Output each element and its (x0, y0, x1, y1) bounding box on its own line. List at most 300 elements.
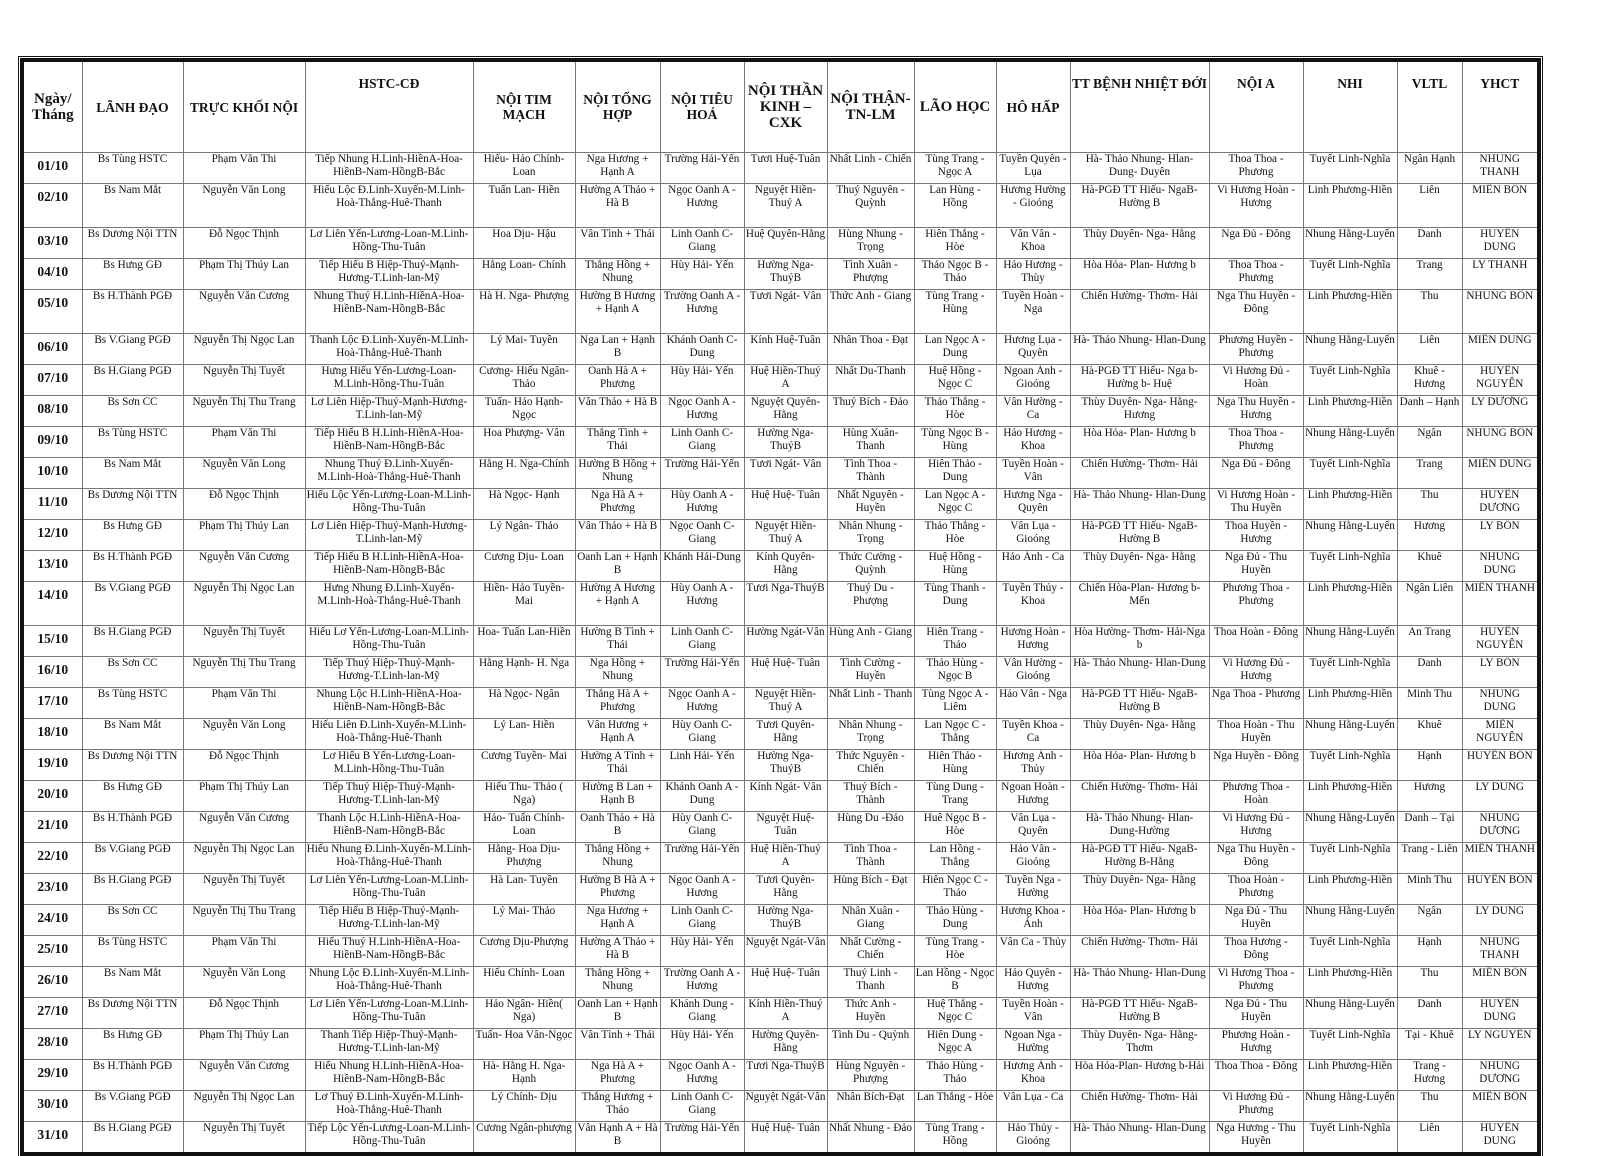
cell-pediatrics: Nhung Hằng-Luyến (1303, 520, 1397, 551)
cell-internal-block-duty: Nguyễn Thị Tuyết (183, 365, 305, 396)
cell-tropical-disease: Thùy Duyên- Nga- Hằng (1070, 719, 1209, 750)
cell-geriatrics: Lan Thắng - Hòe (914, 1091, 996, 1122)
cell-general-internal: Hường B Hương + Hạnh A (575, 290, 660, 334)
cell-cardiology: Hà Lan- Tuyền (473, 874, 575, 905)
cell-nephrology: Nhân Thoa - Đạt (827, 334, 914, 365)
cell-nephrology: Hùng Anh - Giang (827, 626, 914, 657)
table-row (22, 1122, 1539, 1155)
header-general-internal: NỘI TỔNG HỢP (575, 60, 660, 153)
cell-hstc-cd: Hiếu Lơ Yến-Lương-Loan-M.Linh-Hồng-Thu-Tuân (305, 626, 473, 657)
cell-date: 13/10 (22, 551, 82, 582)
cell-general-internal: Hường B Hà A + Phương (575, 874, 660, 905)
cell-nephrology: Tình Cường - Huyền (827, 657, 914, 688)
cell-gastroenterology: Linh Oanh C-Giang (660, 626, 744, 657)
cell-date: 02/10 (22, 184, 82, 228)
cell-leadership: Bs Tùng HSTC (82, 427, 183, 458)
cell-physiotherapy: Ngân Hạnh (1397, 153, 1462, 184)
cell-respiratory: Hương Khoa - Ánh (996, 905, 1070, 936)
cell-internal-block-duty: Phạm Thị Thúy Lan (183, 1029, 305, 1060)
cell-physiotherapy: Hương (1397, 781, 1462, 812)
cell-pediatrics: Linh Phương-Hiền (1303, 967, 1397, 998)
cell-hstc-cd: Hiếu Nhung H.Linh-HiềnA-Hoa-HiềnB-Nam-HồngB-Bắc (305, 1060, 473, 1091)
cell-respiratory: Ngoan Hoàn - Hương (996, 781, 1070, 812)
cell-internal-block-duty: Nguyễn Thị Ngọc Lan (183, 334, 305, 365)
cell-tropical-disease: Hòa Hỏa- Plan- Hương b (1070, 905, 1209, 936)
cell-hstc-cd: Lơ Hiếu B Yến-Lương-Loan-M.Linh-Hồng-Thu-Tuân (305, 750, 473, 781)
cell-general-internal: Thắng Tình + Thái (575, 427, 660, 458)
cell-general-internal: Hường A Hương + Hạnh A (575, 582, 660, 626)
cell-internal-block-duty: Nguyễn Thị Ngọc Lan (183, 843, 305, 874)
cell-physiotherapy: Danh – Tại (1397, 812, 1462, 843)
cell-hstc-cd: Hiếu Lộc Yến-Lương-Loan-M.Linh-Hồng-Thu-Tuân (305, 489, 473, 520)
header-date: Ngày/ Tháng (22, 60, 82, 153)
cell-internal-a: Phương Thoa - Phương (1209, 582, 1303, 626)
cell-physiotherapy: Tại - Khuê (1397, 1029, 1462, 1060)
cell-cardiology: Hiếu Thu- Thảo ( Nga) (473, 781, 575, 812)
cell-geriatrics: Thảo Ngọc B - Thảo (914, 259, 996, 290)
table-row (22, 905, 1539, 936)
table-row (22, 290, 1539, 334)
cell-respiratory: Hảo Thủy - Gioóng (996, 1122, 1070, 1155)
cell-hstc-cd: Hưng Hiếu Yến-Lương-Loan-M.Linh-Hồng-Thu-Tuân (305, 365, 473, 396)
cell-date: 16/10 (22, 657, 82, 688)
cell-physiotherapy: Danh (1397, 228, 1462, 259)
cell-tropical-disease: Thùy Duyên- Nga- Hằng-Hương (1070, 396, 1209, 427)
cell-neurology: Nguyệt Hiền-Thuý A (744, 184, 827, 228)
cell-gastroenterology: Linh Oanh C-Giang (660, 228, 744, 259)
cell-physiotherapy: Khuê - Hương (1397, 365, 1462, 396)
cell-respiratory: Hương Hoàn - Hương (996, 626, 1070, 657)
cell-cardiology: Tuấn- Hảo Hạnh-Ngọc (473, 396, 575, 427)
cell-cardiology: Cương Tuyền- Mai (473, 750, 575, 781)
cell-internal-block-duty: Phạm Văn Thi (183, 936, 305, 967)
cell-internal-a: Thoa Thoa - Đông (1209, 1060, 1303, 1091)
cell-cardiology: Hằng Hạnh- H. Nga (473, 657, 575, 688)
cell-hstc-cd: Hiếu Liên Đ.Linh-Xuyến-M.Linh-Hoà-Thắng-Huê-Thanh (305, 719, 473, 750)
cell-tropical-disease: Hà-PGĐ TT Hiếu- NgaB-Hường B (1070, 998, 1209, 1029)
cell-leadership: Bs H.Thành PGĐ (82, 290, 183, 334)
cell-traditional-medicine: LY BỐN (1462, 520, 1539, 551)
cell-nephrology: Hùng Du -Đảo (827, 812, 914, 843)
cell-cardiology: Hoa- Tuấn Lan-Hiền (473, 626, 575, 657)
cell-tropical-disease: Hà-PGĐ TT Hiếu- NgaB-Hường B (1070, 184, 1209, 228)
cell-date: 25/10 (22, 936, 82, 967)
cell-date: 23/10 (22, 874, 82, 905)
table-row (22, 874, 1539, 905)
cell-internal-a: Nga Thu Huyền - Đông (1209, 290, 1303, 334)
cell-cardiology: Cương Ngân-phượng (473, 1122, 575, 1155)
cell-respiratory: Hương Hường - Gioóng (996, 184, 1070, 228)
table-row (22, 334, 1539, 365)
cell-neurology: Tươi Nga-ThuýB (744, 1060, 827, 1091)
cell-leadership: Bs Hưng GĐ (82, 259, 183, 290)
cell-pediatrics: Nhung Hằng-Luyến (1303, 334, 1397, 365)
cell-date: 18/10 (22, 719, 82, 750)
table-row (22, 582, 1539, 626)
header-geriatrics: LÃO HỌC (914, 60, 996, 153)
cell-tropical-disease: Hà- Thảo Nhung- Hlan-Dung (1070, 967, 1209, 998)
cell-physiotherapy: Hạnh (1397, 750, 1462, 781)
cell-traditional-medicine: NHUNG DUNG (1462, 688, 1539, 719)
cell-cardiology: Hoa Dịu- Hậu (473, 228, 575, 259)
cell-neurology: Hường Nga-ThuýB (744, 750, 827, 781)
cell-general-internal: Vân Thảo + Hà B (575, 396, 660, 427)
cell-internal-a: Thoa Hương - Đông (1209, 936, 1303, 967)
table-row (22, 153, 1539, 184)
cell-gastroenterology: Hùy Hải- Yến (660, 365, 744, 396)
cell-leadership: Bs Hưng GĐ (82, 781, 183, 812)
cell-internal-a: Nga Thu Huyền - Hương (1209, 396, 1303, 427)
cell-internal-a: Vi Hương Hoàn - Hương (1209, 184, 1303, 228)
cell-general-internal: Thắng Hồng + Nhung (575, 967, 660, 998)
cell-hstc-cd: Lơ Liên Yến-Lương-Loan-M.Linh-Hồng-Thu-Tuân (305, 998, 473, 1029)
cell-general-internal: Hường B Lan + Hạnh B (575, 781, 660, 812)
cell-traditional-medicine: HUYỀN BỐN (1462, 874, 1539, 905)
cell-leadership: Bs V.Giang PGĐ (82, 582, 183, 626)
cell-geriatrics: Huệ Hồng - Hùng (914, 551, 996, 582)
cell-pediatrics: Linh Phương-Hiền (1303, 489, 1397, 520)
header-cardiology: NỘI TIM MẠCH (473, 60, 575, 153)
cell-leadership: Bs V.Giang PGĐ (82, 1091, 183, 1122)
cell-respiratory: Hương Ánh - Khoa (996, 1060, 1070, 1091)
cell-leadership: Bs Nam Mắt (82, 967, 183, 998)
cell-leadership: Bs Sơn CC (82, 657, 183, 688)
cell-geriatrics: Lan Hồng - Thắng (914, 843, 996, 874)
cell-respiratory: Tuyền Hoàn - Vân (996, 998, 1070, 1029)
cell-general-internal: Vân Tình + Thái (575, 228, 660, 259)
cell-date: 21/10 (22, 812, 82, 843)
cell-neurology: Nguyệt Hiền-Thuý A (744, 520, 827, 551)
cell-cardiology: Tuấn- Hoa Vân-Ngọc (473, 1029, 575, 1060)
table-row (22, 998, 1539, 1029)
cell-traditional-medicine: MIỀN DUNG (1462, 458, 1539, 489)
cell-gastroenterology: Ngọc Oanh A - Hương (660, 1060, 744, 1091)
cell-pediatrics: Nhung Hằng-Luyến (1303, 998, 1397, 1029)
cell-traditional-medicine: LY NGUYÊN (1462, 1029, 1539, 1060)
cell-hstc-cd: Nhung Thuý H.Linh-HiềnA-Hoa-HiềnB-Nam-HồngB-Bắc (305, 290, 473, 334)
cell-physiotherapy: Liên (1397, 334, 1462, 365)
cell-hstc-cd: Hưng Nhung Đ.Linh-Xuyến-M.Linh-Hoà-Thắng-Huê-Thanh (305, 582, 473, 626)
table-row (22, 812, 1539, 843)
cell-internal-block-duty: Nguyễn Thị Tuyết (183, 626, 305, 657)
cell-date: 01/10 (22, 153, 82, 184)
cell-gastroenterology: Ngọc Oanh A - Hương (660, 184, 744, 228)
cell-internal-a: Vi Hương Đủ - Hương (1209, 812, 1303, 843)
cell-pediatrics: Linh Phương-Hiền (1303, 781, 1397, 812)
cell-traditional-medicine: HUYỀN DUNG (1462, 1122, 1539, 1155)
cell-hstc-cd: Hiếu Lộc Đ.Linh-Xuyến-M.Linh-Hoà-Thắng-Huê-Thanh (305, 184, 473, 228)
cell-date: 08/10 (22, 396, 82, 427)
cell-respiratory: Hảo Ánh - Ca (996, 551, 1070, 582)
cell-gastroenterology: Linh Oanh C-Giang (660, 427, 744, 458)
cell-gastroenterology: Khánh Oanh A -Dung (660, 781, 744, 812)
cell-nephrology: Nhất Du-Thanh (827, 365, 914, 396)
cell-leadership: Bs Tùng HSTC (82, 153, 183, 184)
cell-traditional-medicine: MIỀN THANH (1462, 843, 1539, 874)
cell-cardiology: Tuấn Lan- Hiền (473, 184, 575, 228)
cell-leadership: Bs H.Giang PGĐ (82, 874, 183, 905)
cell-hstc-cd: Thanh Tiếp Hiệp-Thuý-Mạnh-Hương-T.Linh-lan-Mỹ (305, 1029, 473, 1060)
cell-gastroenterology: Khánh Hải-Dung (660, 551, 744, 582)
table-row (22, 396, 1539, 427)
cell-internal-a: Phương Hoàn - Hương (1209, 1029, 1303, 1060)
cell-cardiology: Cương Dịu- Loan (473, 551, 575, 582)
cell-nephrology: Nhân Xuân - Giang (827, 905, 914, 936)
cell-general-internal: Oanh Thảo + Hà B (575, 812, 660, 843)
cell-nephrology: Thức Anh - Giang (827, 290, 914, 334)
cell-physiotherapy: Trang - Liên (1397, 843, 1462, 874)
cell-hstc-cd: Hiếu Nhung Đ.Linh-Xuyến-M.Linh-Hoà-Thắng-Huê-Thanh (305, 843, 473, 874)
cell-nephrology: Thức Cường - Quỳnh (827, 551, 914, 582)
cell-date: 31/10 (22, 1122, 82, 1155)
cell-internal-a: Nga Đủ - Đông (1209, 458, 1303, 489)
cell-tropical-disease: Hà- Thảo Nhung- Hlan-Dung (1070, 1122, 1209, 1155)
cell-gastroenterology: Khánh Dung - Giang (660, 998, 744, 1029)
cell-geriatrics: Hiên Dung - Ngọc A (914, 1029, 996, 1060)
cell-respiratory: Hảo Vân - Nga (996, 688, 1070, 719)
cell-neurology: Hường Nga-ThuýB (744, 427, 827, 458)
cell-geriatrics: Thảo Hùng - Dung (914, 905, 996, 936)
cell-cardiology: Lý Chính- Dịu (473, 1091, 575, 1122)
cell-general-internal: Thắng Hà A + Phương (575, 688, 660, 719)
cell-tropical-disease: Hà-PGĐ TT Hiếu- NgaB-Hường B (1070, 520, 1209, 551)
cell-internal-a: Thoa Thoa - Phương (1209, 153, 1303, 184)
cell-geriatrics: Huê Ngọc B - Hòe (914, 812, 996, 843)
cell-gastroenterology: Hùy Hải- Yến (660, 936, 744, 967)
cell-tropical-disease: Chiến Hường- Thơm- Hải (1070, 458, 1209, 489)
cell-date: 12/10 (22, 520, 82, 551)
cell-physiotherapy: Liên (1397, 1122, 1462, 1155)
cell-internal-a: Vi Hương Đủ - Hương (1209, 657, 1303, 688)
cell-date: 04/10 (22, 259, 82, 290)
cell-neurology: Tươi Huệ-Tuân (744, 153, 827, 184)
cell-respiratory: Hương Ánh - Thủy (996, 750, 1070, 781)
cell-hstc-cd: Lơ Liên Hiệp-Thuý-Mạnh-Hương-T.Linh-lan-Mỹ (305, 520, 473, 551)
duty-roster-sheet (20, 58, 1537, 1156)
cell-respiratory: Hương Nga - Quyên (996, 489, 1070, 520)
cell-nephrology: Thức Anh - Huyền (827, 998, 914, 1029)
cell-neurology: Hường Quyên-Hằng (744, 1029, 827, 1060)
cell-respiratory: Vân Lụa - Quyên (996, 812, 1070, 843)
cell-internal-block-duty: Nguyễn Thị Thu Trang (183, 657, 305, 688)
cell-internal-a: Thoa Hoàn - Phương (1209, 874, 1303, 905)
cell-general-internal: Nga Hồng + Nhung (575, 657, 660, 688)
header-leadership: LÃNH ĐẠO (82, 60, 183, 153)
cell-geriatrics: Hiên Thảo - Hùng (914, 750, 996, 781)
cell-nephrology: Thức Nguyên - Chiến (827, 750, 914, 781)
cell-neurology: Nguyệt Huệ-Tuân (744, 812, 827, 843)
cell-general-internal: Vân Tình + Thái (575, 1029, 660, 1060)
table-row (22, 551, 1539, 582)
cell-gastroenterology: Linh Hải- Yến (660, 750, 744, 781)
cell-pediatrics: Linh Phương-Hiền (1303, 874, 1397, 905)
cell-gastroenterology: Trường Hải-Yến (660, 153, 744, 184)
cell-general-internal: Nga Hương + Hạnh A (575, 905, 660, 936)
cell-traditional-medicine: NHUNG BỐN (1462, 427, 1539, 458)
cell-neurology: Huệ Hiền-Thuý A (744, 365, 827, 396)
cell-tropical-disease: Thùy Duyên- Nga- Hằng (1070, 228, 1209, 259)
cell-traditional-medicine: NHUNG DUNG (1462, 551, 1539, 582)
cell-tropical-disease: Hòa Hỏa- Plan- Hương b (1070, 427, 1209, 458)
cell-respiratory: Hương Lụa - Quyên (996, 334, 1070, 365)
cell-physiotherapy: Trang - Hương (1397, 1060, 1462, 1091)
cell-internal-block-duty: Nguyễn Văn Cương (183, 290, 305, 334)
cell-gastroenterology: Trường Hải-Yến (660, 657, 744, 688)
cell-nephrology: Hùng Bích - Đạt (827, 874, 914, 905)
cell-geriatrics: Lan Hùng - Hồng (914, 184, 996, 228)
cell-physiotherapy: Khuê (1397, 551, 1462, 582)
cell-gastroenterology: Linh Oanh C-Giang (660, 905, 744, 936)
cell-pediatrics: Nhung Hằng-Luyến (1303, 228, 1397, 259)
cell-nephrology: Hùng Xuân-Thanh (827, 427, 914, 458)
cell-nephrology: Thuý Nguyên - Quỳnh (827, 184, 914, 228)
cell-hstc-cd: Tiếp Thuý Hiệp-Thuý-Mạnh-Hương-T.Linh-lan-Mỹ (305, 657, 473, 688)
cell-tropical-disease: Hòa Hỏa- Plan- Hương b (1070, 750, 1209, 781)
cell-cardiology: Hà- Hằng H. Nga-Hạnh (473, 1060, 575, 1091)
cell-traditional-medicine: HUYỀN DƯƠNG (1462, 489, 1539, 520)
cell-general-internal: Nga Hà A + Phương (575, 489, 660, 520)
cell-physiotherapy: Khuê (1397, 719, 1462, 750)
cell-leadership: Bs Tùng HSTC (82, 936, 183, 967)
cell-general-internal: Oanh Hà A + Phương (575, 365, 660, 396)
cell-hstc-cd: Lơ Thuý Đ.Linh-Xuyến-M.Linh-Hoà-Thắng-Huê-Thanh (305, 1091, 473, 1122)
cell-neurology: Nguyệt Ngát-Vân (744, 1091, 827, 1122)
cell-pediatrics: Nhung Hằng-Luyến (1303, 427, 1397, 458)
cell-physiotherapy: Trang (1397, 259, 1462, 290)
cell-pediatrics: Linh Phương-Hiền (1303, 184, 1397, 228)
cell-date: 03/10 (22, 228, 82, 259)
cell-internal-a: Nga Đủ - Đông (1209, 228, 1303, 259)
cell-nephrology: Nhân Bích-Đạt (827, 1091, 914, 1122)
cell-traditional-medicine: LY THANH (1462, 259, 1539, 290)
cell-nephrology: Thuý Bích - Thành (827, 781, 914, 812)
cell-internal-block-duty: Nguyễn Văn Cương (183, 551, 305, 582)
cell-leadership: Bs Nam Mắt (82, 458, 183, 489)
cell-geriatrics: Huệ Thắng - Ngọc C (914, 998, 996, 1029)
cell-neurology: Tươi Ngát- Vân (744, 290, 827, 334)
cell-internal-block-duty: Phạm Thị Thúy Lan (183, 259, 305, 290)
cell-nephrology: Tình Du - Quỳnh (827, 1029, 914, 1060)
cell-gastroenterology: Hùy Hải- Yến (660, 259, 744, 290)
cell-internal-a: Vi Hương Đủ - Phương (1209, 1091, 1303, 1122)
cell-hstc-cd: Tiếp Lộc Yến-Lương-Loan-M.Linh-Hồng-Thu-Tuân (305, 1122, 473, 1155)
cell-neurology: Nguyệt Quyên-Hằng (744, 396, 827, 427)
cell-neurology: Kính Quyên-Hằng (744, 551, 827, 582)
cell-leadership: Bs Dương Nội TTN (82, 998, 183, 1029)
cell-general-internal: Thắng Hồng + Nhung (575, 259, 660, 290)
cell-geriatrics: Lan Ngọc A - Ngọc C (914, 489, 996, 520)
cell-tropical-disease: Hà- Thảo Nhung- Hlan-Dung-Hường (1070, 812, 1209, 843)
cell-hstc-cd: Lơ Liên Yến-Lương-Loan-M.Linh-Hồng-Thu-Tuân (305, 228, 473, 259)
cell-general-internal: Hường A Tình + Thái (575, 750, 660, 781)
cell-pediatrics: Nhung Hằng-Luyến (1303, 626, 1397, 657)
cell-physiotherapy: Thu (1397, 489, 1462, 520)
cell-tropical-disease: Chiến Hường- Thơm- Hải (1070, 290, 1209, 334)
cell-tropical-disease: Thùy Duyên- Nga- Hằng (1070, 874, 1209, 905)
cell-pediatrics: Tuyết Linh-Nghĩa (1303, 153, 1397, 184)
cell-gastroenterology: Hùy Oanh A - Hương (660, 489, 744, 520)
cell-gastroenterology: Hùy Oanh A - Hương (660, 582, 744, 626)
header-nephrology: NỘI THẬN-TN-LM (827, 60, 914, 153)
cell-internal-block-duty: Phạm Thị Thúy Lan (183, 520, 305, 551)
cell-gastroenterology: Hùy Oanh C-Giang (660, 719, 744, 750)
cell-internal-a: Nga Huyền - Đông (1209, 750, 1303, 781)
header-physiotherapy: VLTL (1397, 60, 1462, 153)
cell-internal-a: Vi Hương Hoàn - Thu Huyền (1209, 489, 1303, 520)
cell-general-internal: Nga Lan + Hạnh B (575, 334, 660, 365)
cell-date: 06/10 (22, 334, 82, 365)
cell-neurology: Tươi Nga-ThuýB (744, 582, 827, 626)
cell-nephrology: Nhất Linh - Chiến (827, 153, 914, 184)
cell-cardiology: Lý Ngân- Thảo (473, 520, 575, 551)
cell-pediatrics: Linh Phương-Hiền (1303, 1060, 1397, 1091)
cell-date: 17/10 (22, 688, 82, 719)
cell-internal-block-duty: Nguyễn Thị Tuyết (183, 1122, 305, 1155)
cell-gastroenterology: Trường Oanh A -Hương (660, 290, 744, 334)
cell-gastroenterology: Trường Hải-Yến (660, 1122, 744, 1155)
cell-pediatrics: Tuyết Linh-Nghĩa (1303, 551, 1397, 582)
cell-geriatrics: Huệ Hồng - Ngọc C (914, 365, 996, 396)
cell-cardiology: Hảo- Tuấn Chính-Loan (473, 812, 575, 843)
cell-general-internal: Hường B Tình + Thái (575, 626, 660, 657)
cell-cardiology: Hà Ngọc- Ngân (473, 688, 575, 719)
cell-pediatrics: Linh Phương-Hiền (1303, 688, 1397, 719)
cell-tropical-disease: Hà- Thảo Nhung- Hlan-Dung- Duyên (1070, 153, 1209, 184)
duty-roster-table (20, 58, 1541, 1156)
cell-date: 11/10 (22, 489, 82, 520)
cell-traditional-medicine: HUYỀN NGUYÊN (1462, 365, 1539, 396)
cell-traditional-medicine: MIỀN BỐN (1462, 967, 1539, 998)
cell-traditional-medicine: LY BỐN (1462, 657, 1539, 688)
cell-traditional-medicine: MIỀN BỐN (1462, 184, 1539, 228)
cell-pediatrics: Nhung Hằng-Luyến (1303, 1091, 1397, 1122)
cell-respiratory: Tuyền Hoàn - Vân (996, 458, 1070, 489)
table-row (22, 259, 1539, 290)
cell-gastroenterology: Linh Oanh C-Giang (660, 1091, 744, 1122)
cell-internal-a: Vi Hương Đủ - Hoàn (1209, 365, 1303, 396)
cell-geriatrics: Tùng Trang - Hòe (914, 936, 996, 967)
cell-traditional-medicine: LY DUNG (1462, 905, 1539, 936)
cell-physiotherapy: Thu (1397, 290, 1462, 334)
cell-gastroenterology: Ngọc Oanh C-Giang (660, 520, 744, 551)
cell-internal-a: Nga Đủ - Thu Huyền (1209, 905, 1303, 936)
cell-gastroenterology: Trường Hải-Yến (660, 458, 744, 489)
cell-cardiology: Hằng H. Nga-Chính (473, 458, 575, 489)
cell-date: 30/10 (22, 1091, 82, 1122)
cell-traditional-medicine: MIỀN THANH (1462, 582, 1539, 626)
cell-internal-a: Thoa Thoa - Phương (1209, 259, 1303, 290)
table-row (22, 184, 1539, 228)
cell-internal-block-duty: Nguyễn Văn Cương (183, 1060, 305, 1091)
cell-internal-a: Thoa Thoa - Phương (1209, 427, 1303, 458)
cell-physiotherapy: Ngân Liên (1397, 582, 1462, 626)
cell-traditional-medicine: HUYỀN DUNG (1462, 228, 1539, 259)
cell-date: 09/10 (22, 427, 82, 458)
cell-hstc-cd: Tiếp Thuý Hiệp-Thuý-Mạnh-Hương-T.Linh-lan-Mỹ (305, 781, 473, 812)
cell-cardiology: Hảo Ngân- Hiền( Nga) (473, 998, 575, 1029)
cell-physiotherapy: Trang (1397, 458, 1462, 489)
cell-traditional-medicine: NHUNG DƯƠNG (1462, 1060, 1539, 1091)
cell-gastroenterology: Hùy Hải- Yến (660, 1029, 744, 1060)
cell-internal-block-duty: Phạm Văn Thi (183, 688, 305, 719)
cell-leadership: Bs H.Giang PGĐ (82, 1122, 183, 1155)
cell-physiotherapy: An Trang (1397, 626, 1462, 657)
cell-general-internal: Vân Thảo + Hà B (575, 520, 660, 551)
cell-pediatrics: Tuyết Linh-Nghĩa (1303, 1122, 1397, 1155)
cell-pediatrics: Nhung Hằng-Luyến (1303, 719, 1397, 750)
cell-pediatrics: Tuyết Linh-Nghĩa (1303, 365, 1397, 396)
cell-leadership: Bs H.Thành PGĐ (82, 1060, 183, 1091)
